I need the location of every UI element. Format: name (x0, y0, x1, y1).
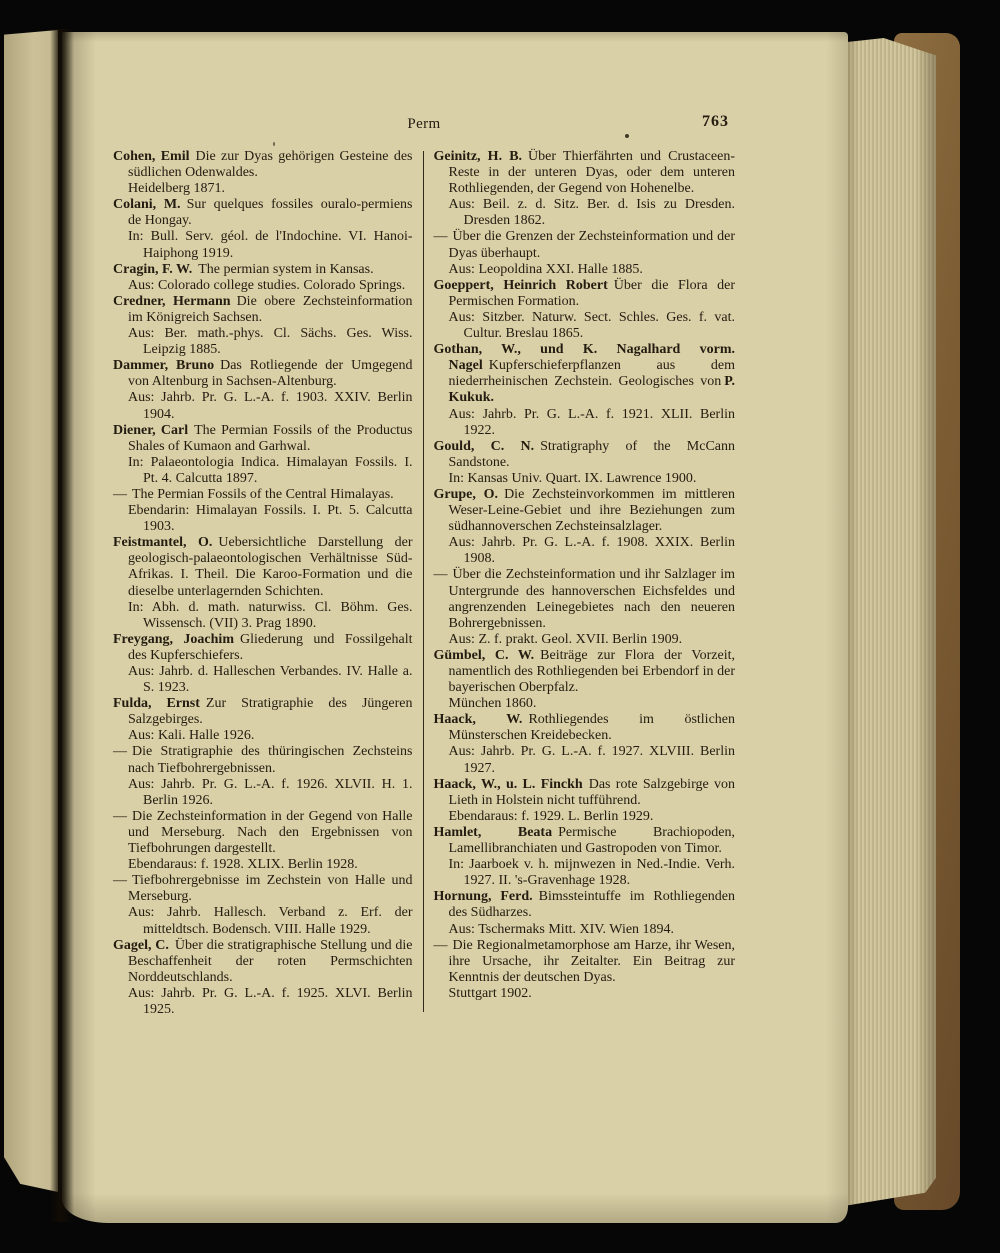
entry-title: Die zur Dyas gehörigen Gesteine des südlichen Odenwaldes. (128, 149, 413, 181)
bibliography-entry (434, 712, 736, 776)
entry-heading (113, 487, 413, 503)
bibliography-entry (434, 938, 736, 1002)
entry-reference: Aus: Jahrb. d. Halleschen Verbandes. IV. Halle a. S. 1923. (128, 664, 413, 696)
bibliography-entry (113, 197, 413, 261)
entry-author: Geinitz, H. B. (433, 149, 523, 164)
gutter-shadow (50, 29, 74, 1222)
same-author-dash: — (433, 229, 448, 245)
entry-reference: In: Abh. d. math. naturwiss. Cl. Böhm. Ges. Wissensch. (VII) 3. Prag 1890. (128, 599, 413, 631)
entry-heading (113, 197, 413, 229)
entry-title: The Permian Fossils of the Central Himalayas. (132, 486, 394, 502)
entry-author: Gümbel, C. W. (433, 647, 535, 663)
entry-author: Feistmantel, O. (113, 535, 213, 551)
entry-title: The Permian Fossils of the Productus Shales of Kumaon and Garhwal. (128, 422, 413, 454)
column-divider-rule (423, 151, 424, 1012)
entry-heading (113, 938, 413, 986)
entry-reference: Aus: Jahrb. Pr. G. L.-A. f. 1925. XLVI. Berlin 1925. (128, 985, 413, 1017)
entry-title: Permische Brachiopoden, Lamellibranchiaten und Gastropoden von Timor. (448, 824, 735, 857)
entry-reference: Aus: Ber. math.-phys. Cl. Sächs. Ges. Wiss. Leipzig 1885. (128, 326, 413, 358)
entry-title: Die Zechsteinformation in der Gegend von Halle und Merseburg. Nach den Ergebnissen von Tiefbohrungen dargestellt. (128, 808, 413, 857)
entry-reference: In: Jaarboek v. h. mijnwezen in Ned.-Indie. Verh. 1927. II. 's-Gravenhage 1928. (448, 857, 735, 889)
bibliography-entry (434, 229, 736, 277)
bibliography-entry (113, 423, 413, 487)
entry-reference: Ebendaraus: f. 1928. XLIX. Berlin 1928. (128, 857, 358, 873)
bibliography-entry (113, 149, 413, 197)
entry-author: Diener, Carl (113, 422, 189, 438)
entry-author: Hornung, Ferd. (433, 889, 533, 905)
entry-author: Dammer, Bruno (113, 358, 215, 374)
entry-reference: Stuttgart 1902. (448, 985, 532, 1001)
bibliography-entry (434, 567, 736, 647)
entry-title: Beiträge zur Flora der Vorzeit, namentlich des Rothliegenden bei Erbendorf in der bayerischen Oberpfalz. (448, 647, 735, 696)
ink-speck (273, 142, 275, 146)
bibliography-entry (434, 648, 736, 712)
entry-title: Die Regionalmetamorphose am Harze, ihr Wesen, ihre Ursache, ihr Zeitalter. Ein Beitrag zur Kenntnis der deutschen Dyas. (448, 937, 735, 985)
entry-title: Über die Grenzen der Zechsteinformation und der Dyas überhaupt. (448, 229, 735, 261)
entry-author: Gagel, C. (113, 937, 169, 953)
bibliography-entry (113, 744, 413, 808)
entry-title: Das Rotliegende der Umgegend von Altenburg in Sachsen-Altenburg. (128, 358, 413, 390)
bibliography-entry (113, 873, 413, 937)
entry-title: Sur quelques fossiles ouralo-permiens de Hongay. (128, 197, 413, 229)
bibliography-column-right (434, 149, 736, 1018)
entry-heading (434, 342, 736, 406)
bibliography-entry (113, 262, 413, 294)
entry-title: Die obere Zechsteinformation im Königreich Sachsen. (128, 293, 413, 325)
entry-reference: Aus: Z. f. prakt. Geol. XVII. Berlin 1909. (448, 631, 683, 647)
entry-author: Hamlet, Beata (433, 824, 553, 840)
entry-heading (434, 648, 736, 696)
bibliography-entry (434, 487, 736, 567)
entry-author: Haack, W. (433, 712, 523, 728)
entry-heading (113, 262, 413, 278)
entry-heading (113, 632, 413, 664)
entry-heading (434, 439, 736, 471)
entry-reference: Heidelberg 1871. (128, 181, 225, 197)
entry-reference: Aus: Beil. z. d. Sitz. Ber. d. Isis zu Dresden. Dresden 1862. (448, 197, 735, 229)
entry-reference: In: Bull. Serv. géol. de l'Indochine. VI. Hanoi-Haiphong 1919. (128, 229, 413, 261)
entry-title: Über die stratigraphische Stellung und die Beschaffenheit der roten Permschichten Norddeutschlands. (128, 937, 413, 985)
entry-reference: Aus: Jahrb. Hallesch. Verband z. Erf. der mitteldtsch. Bodensch. VIII. Halle 1929. (128, 905, 413, 937)
page-header (113, 113, 735, 136)
entry-heading (113, 744, 413, 776)
entry-heading (113, 423, 413, 455)
entry-title: Gliederung und Fossilgehalt des Kupferschiefers. (128, 631, 413, 663)
same-author-dash: — (113, 744, 127, 760)
entry-reference: Aus: Jahrb. Pr. G. L.-A. f. 1903. XXIV. Berlin 1904. (128, 390, 413, 422)
entry-title: The permian system in Kansas. (198, 261, 374, 277)
entry-title: Rothliegendes im östlichen Münsterschen Kreidebecken. (448, 712, 736, 744)
entry-heading (434, 777, 736, 809)
entry-reference: Aus: Leopoldina XXI. Halle 1885. (448, 261, 643, 277)
entry-author: Cohen, Emil (113, 149, 190, 164)
same-author-dash: — (113, 873, 127, 889)
bibliography-entry (434, 777, 736, 825)
entry-reference: Aus: Kali. Halle 1926. (128, 728, 255, 744)
bibliography-entry (113, 487, 413, 535)
entry-title: Zur Stratigraphie des Jüngeren Salzgebirges. (128, 696, 413, 728)
entry-author: Freygang, Joachim (113, 631, 234, 647)
entry-heading (434, 889, 736, 921)
bibliography-column-left (113, 149, 413, 1018)
bibliography-entry (434, 278, 736, 342)
bibliography-entry (113, 632, 413, 696)
entry-reference: Aus: Colorado college studies. Colorado Springs. (128, 277, 406, 293)
entry-author: Credner, Hermann (113, 293, 231, 309)
same-author-dash: — (113, 486, 127, 502)
entry-title: Uebersichtliche Darstellung der geologisch-palaeontologischen Verhältnisse Süd-Afrikas. I. Theil. Die Karoo-Formation und die dieselbe unterlagernden Schichten. (128, 535, 413, 599)
entry-title: Über die Zechsteinformation und ihr Salzlager im Untergrunde des hannoverschen Eichsfeldes und angrenzenden Leinegebietes nach den neueren Bohrergebnissen. (448, 567, 735, 631)
bibliography-entry (434, 889, 736, 937)
bibliography-entry (113, 696, 413, 744)
entry-author: Cragin, F. W. (113, 261, 193, 277)
entry-heading (113, 358, 413, 390)
entry-reference: München 1860. (448, 696, 537, 712)
entry-reference: Aus: Sitzber. Naturw. Sect. Schles. Ges. f. vat. Cultur. Breslau 1865. (448, 309, 735, 342)
entry-heading (434, 149, 736, 197)
bibliography-entry (434, 439, 736, 487)
entry-author: Haack, W., u. L. Finckh (433, 776, 583, 792)
bibliography-entry (434, 342, 736, 439)
same-author-dash: — (433, 937, 448, 953)
entry-reference: Ebendarin: Himalayan Fossils. I. Pt. 5. Calcutta 1903. (128, 503, 413, 535)
entry-coauthor: P. Kukuk. (448, 374, 735, 406)
entry-heading (434, 229, 736, 261)
bibliography-entry (113, 358, 413, 422)
entry-heading (113, 294, 413, 326)
entry-title: Das rote Salzgebirge von Lieth in Holstein nicht tufführend. (448, 776, 735, 808)
entry-heading (113, 149, 413, 181)
bibliography-entry (113, 535, 413, 632)
entry-title: Die Stratigraphie des thüringischen Zechsteins nach Tiefbohrergebnissen. (128, 744, 413, 776)
entry-reference: Aus: Tschermaks Mitt. XIV. Wien 1894. (448, 921, 675, 937)
fore-edge-pages (846, 38, 936, 1208)
entry-heading (113, 696, 413, 728)
entry-author: Gould, C. N. (433, 438, 535, 454)
running-title: Perm (407, 116, 441, 132)
entry-reference: Aus: Jahrb. Pr. G. L.-A. f. 1908. XXIX. Berlin 1908. (448, 535, 735, 567)
entry-title: Über Thierfährten und Crustaceen-Reste in der unteren Dyas, oder dem unteren Rothliegenden, der Gegend von Hohenelbe. (448, 149, 735, 197)
entry-reference: Aus: Jahrb. Pr. G. L.-A. f. 1927. XLVIII. Berlin 1927. (448, 744, 735, 776)
entry-heading (434, 712, 736, 744)
page-text-area (62, 32, 848, 1018)
bibliography-entry (434, 149, 736, 229)
entry-reference: Ebendaraus: f. 1929. L. Berlin 1929. (448, 808, 654, 824)
entry-author: Goeppert, Heinrich Robert (433, 277, 608, 293)
entry-reference: Aus: Jahrb. Pr. G. L.-A. f. 1926. XLVII. H. 1. Berlin 1926. (128, 776, 413, 808)
bibliography-entry (113, 809, 413, 873)
page-number: 763 (702, 113, 729, 130)
entry-author: Grupe, O. (433, 486, 499, 502)
page-763 (62, 32, 848, 1223)
entry-heading (113, 809, 413, 857)
bibliography-entry (113, 294, 413, 358)
entry-reference: In: Kansas Univ. Quart. IX. Lawrence 1900. (448, 470, 697, 486)
entry-heading (434, 487, 736, 535)
entry-author: Fulda, Ernst (113, 696, 200, 712)
entry-title: Stratigraphy of the McCann Sandstone. (448, 438, 736, 470)
entry-heading (113, 873, 413, 905)
entry-reference: In: Palaeontologia Indica. Himalayan Fossils. I. Pt. 4. Calcutta 1897. (128, 454, 413, 486)
bibliography-entry (113, 938, 413, 1018)
bibliography-columns (113, 149, 735, 1018)
entry-reference: Aus: Jahrb. Pr. G. L.-A. f. 1921. XLII. Berlin 1922. (448, 406, 735, 438)
same-author-dash: — (433, 567, 448, 583)
entry-title: Bimssteintuffe im Rothliegenden des Südharzes. (448, 889, 736, 921)
entry-title: Über die Flora der Permischen Formation. (448, 277, 735, 309)
bibliography-entry (434, 825, 736, 889)
entry-heading (434, 567, 736, 631)
entry-title: Die Zechsteinvorkommen im mittleren Weser-Leine-Gebiet und ihre Beziehungen zum südhannoverschen Zechsteinsalzlager. (448, 486, 736, 535)
entry-heading (434, 825, 736, 857)
entry-heading (113, 535, 413, 599)
entry-title: Kupferschieferpflanzen aus dem niederrheinischen Zechstein. Geologisches von (448, 358, 735, 390)
entry-heading (434, 938, 736, 986)
entry-title: Tiefbohrergebnisse im Zechstein von Halle und Merseburg. (128, 873, 413, 905)
entry-author: Gothan, W., und K. Nagalhard vorm. Nagel (433, 342, 735, 374)
entry-heading (434, 278, 736, 310)
entry-author: Colani, M. (113, 197, 181, 213)
same-author-dash: — (113, 808, 127, 824)
